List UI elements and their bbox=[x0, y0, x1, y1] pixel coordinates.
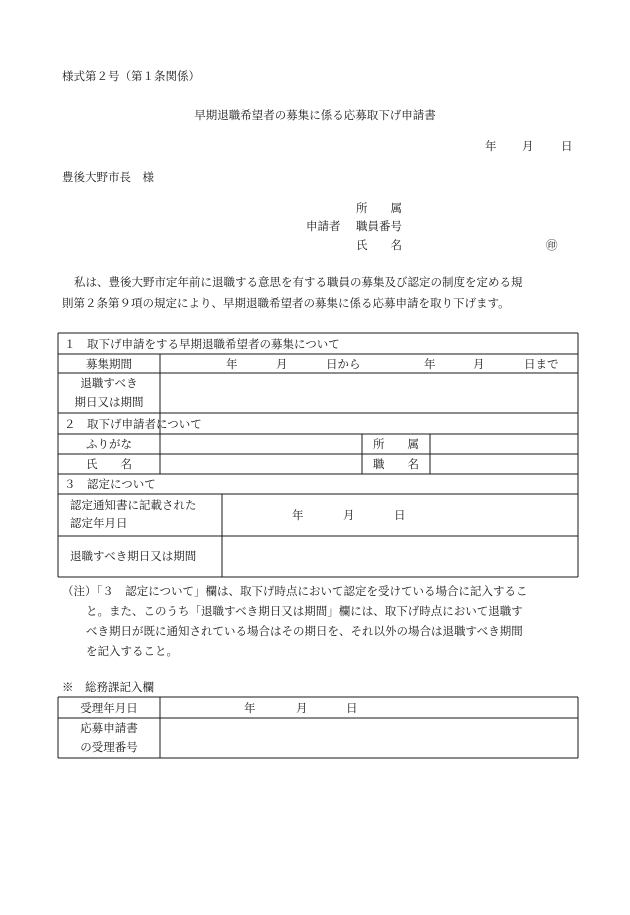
section-3-heading: ３ 認定について bbox=[64, 477, 156, 491]
period-to-day: 日まで bbox=[524, 357, 559, 371]
cert-month: 月 bbox=[343, 508, 355, 522]
page-title: 早期退職希望者の募集に係る応募取下げ申請書 bbox=[194, 108, 436, 122]
note-line-1: （注）「３ 認定について」欄は、取下げ時点において認定を受けている場合に記入するこ bbox=[62, 584, 528, 598]
seal-mark: ㊞ bbox=[546, 238, 558, 252]
statement-line-1: 私は、豊後大野市定年前に退職する意思を有する職員の募集及び認定の制度を定める規 bbox=[74, 275, 523, 289]
period-to-year: 年 bbox=[424, 357, 436, 371]
statement-line-2: 則第２条第９項の規定により、早期退職希望者の募集に係る応募申請を取り下げます。 bbox=[62, 296, 510, 310]
cert-year: 年 bbox=[292, 508, 304, 522]
received-month: 月 bbox=[296, 701, 308, 715]
retire-label-line-2: 期日又は期間 bbox=[74, 395, 144, 409]
cert-day: 日 bbox=[394, 508, 406, 522]
applicant-staff-no-label: 職員番号 bbox=[356, 219, 402, 233]
affiliation-label: 所 属 bbox=[373, 437, 419, 451]
received-year: 年 bbox=[244, 701, 256, 715]
position-label: 職 名 bbox=[373, 457, 419, 471]
note-line-3: べき期日が既に通知されている場合はその期日を、それ以外の場合は退職すべき期間 bbox=[86, 624, 523, 638]
section-2-heading: ２ 取下げ申請者について bbox=[64, 417, 202, 431]
name-label: 氏 名 bbox=[86, 457, 132, 471]
period-label: 募集期間 bbox=[86, 357, 132, 371]
date-year: 年 bbox=[485, 139, 497, 153]
period-from-year: 年 bbox=[226, 357, 238, 371]
app-number-label-line-2: の受理番号 bbox=[80, 740, 138, 754]
note-line-4: を記入すること。 bbox=[86, 644, 178, 658]
retire-period-label: 退職すべき期日又は期間 bbox=[70, 549, 197, 563]
date-month: 月 bbox=[522, 139, 534, 153]
period-from-month: 月 bbox=[276, 357, 288, 371]
form-label: 様式第２号（第１条関係） bbox=[62, 69, 200, 83]
cert-date-label-line-2: 認定年月日 bbox=[70, 516, 128, 530]
received-day: 日 bbox=[346, 701, 358, 715]
applicant-name-label: 氏 名 bbox=[356, 238, 402, 252]
addressee: 豊後大野市長 様 bbox=[62, 170, 154, 184]
retire-label-line-1: 退職すべき bbox=[80, 376, 138, 390]
office-heading: ※ 総務課記入欄 bbox=[62, 680, 154, 694]
applicant-label: 申請者 bbox=[306, 219, 341, 233]
app-number-label-line-1: 応募申請書 bbox=[80, 721, 138, 735]
date-day: 日 bbox=[561, 139, 573, 153]
period-to-month: 月 bbox=[473, 357, 485, 371]
period-from-day: 日から bbox=[326, 357, 361, 371]
furigana-label: ふりがな bbox=[86, 437, 132, 451]
section-1-heading: １ 取下げ申請をする早期退職希望者の募集について bbox=[64, 337, 340, 351]
received-date-label: 受理年月日 bbox=[80, 701, 138, 715]
note-line-2: と。また、このうち「退職すべき期日又は期間」欄には、取下げ時点において退職す bbox=[86, 604, 523, 618]
cert-date-label-line-1: 認定通知書に記載された bbox=[70, 498, 197, 512]
applicant-affiliation-label: 所 属 bbox=[356, 201, 402, 215]
